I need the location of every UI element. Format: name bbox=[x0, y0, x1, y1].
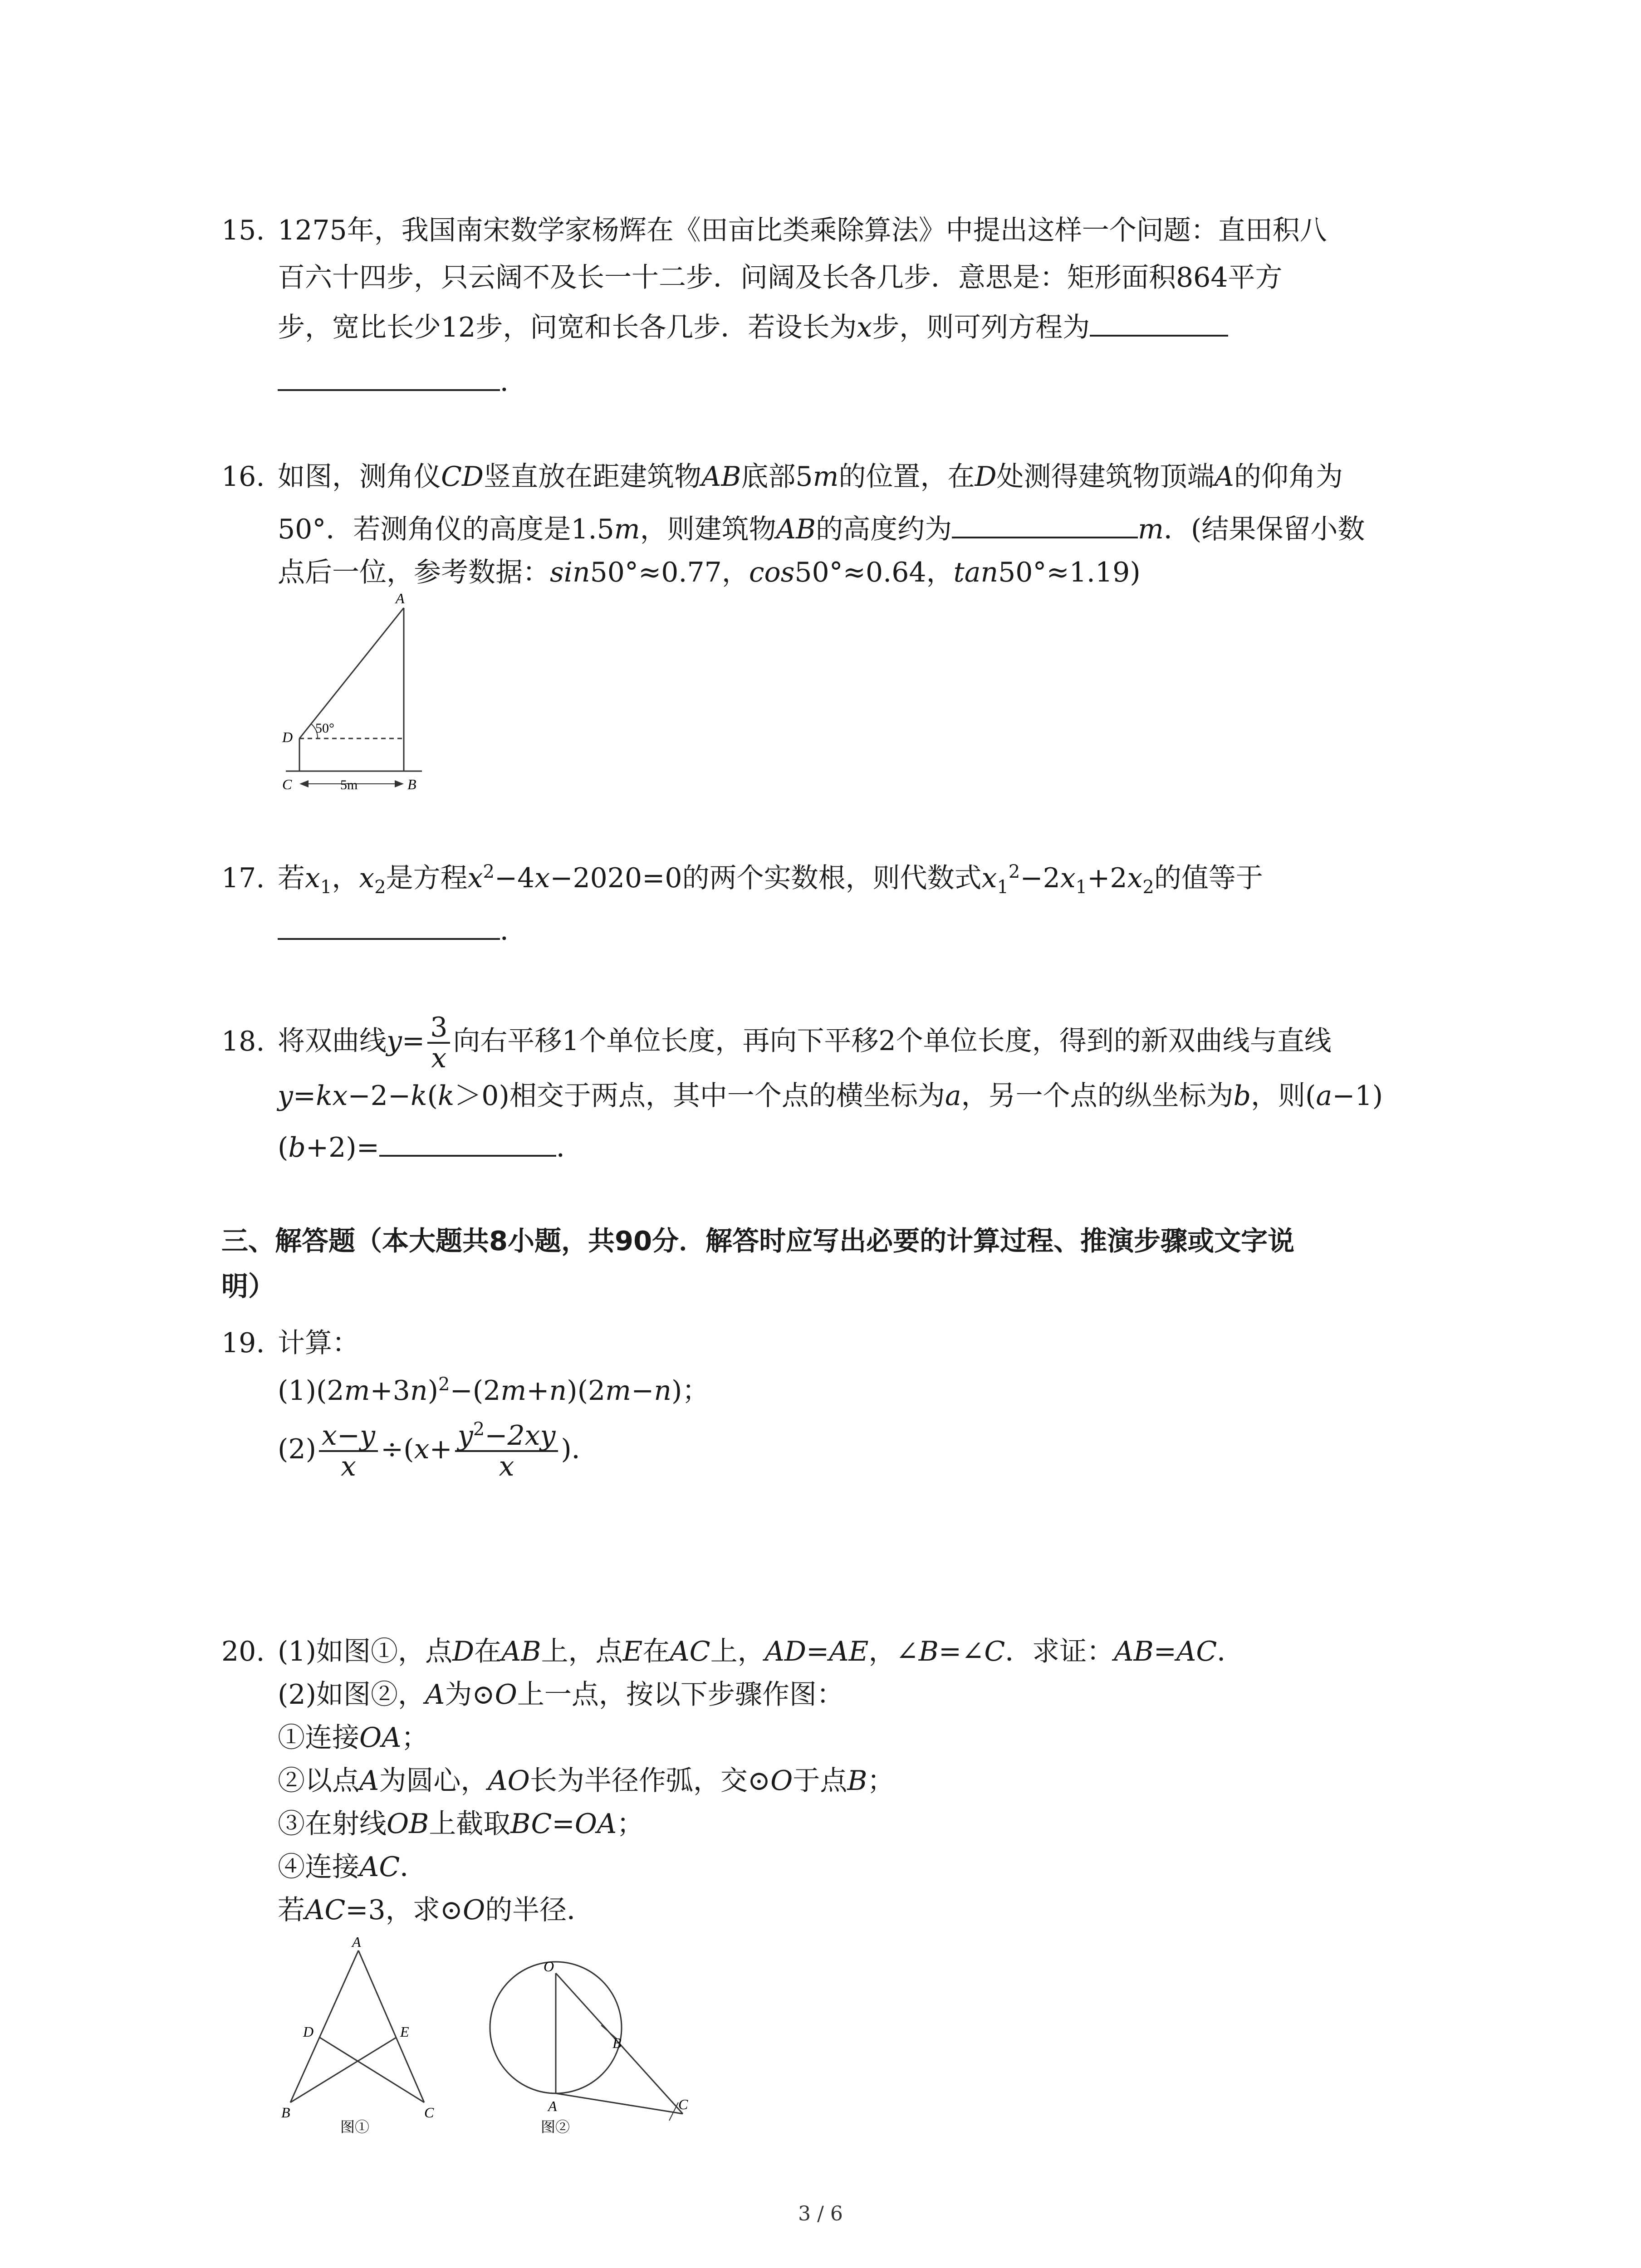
q19-fraction-2: $\frac{y^2-2xy}{x}$ bbox=[455, 1421, 558, 1481]
q18-line3: (b+2)= ． bbox=[278, 1129, 583, 1164]
q19-number: 19. bbox=[221, 1327, 265, 1359]
q17-line1: 若$x_1$，$x_2$是方程$x^2-4x-2020=0$的两个实数根，则代数式$x_1^2-2x_1+2x_2$的值等于 bbox=[278, 861, 1263, 898]
q20-fig1-caption: 图① bbox=[340, 2119, 370, 2135]
q20-fig1-label-d: D bbox=[303, 2024, 314, 2040]
q17-line2: ． bbox=[278, 912, 527, 947]
q15-line2: 百六十四步，只云阔不及长一十二步．问阔及长各几步．意思是：矩形面积864平方 bbox=[278, 262, 1283, 293]
q19-title: 计算： bbox=[278, 1327, 359, 1359]
q20-fig2-label-b: B bbox=[612, 2035, 622, 2051]
q16-fig-label-d: D bbox=[282, 729, 293, 745]
q20-figure-1 bbox=[268, 1937, 458, 2136]
q20-fig2-label-o: O bbox=[544, 1958, 554, 1975]
q15-answer-blank-2[interactable] bbox=[278, 363, 500, 391]
q20-line2: (2)如图②，A为⊙O上一点，按以下步骤作图： bbox=[278, 1679, 844, 1711]
q20-step1: ①连接OA； bbox=[278, 1722, 429, 1754]
q20-fig1-label-c: C bbox=[424, 2104, 434, 2121]
q16-fig-label-a: A bbox=[396, 590, 405, 606]
q20-fig1-label-a: A bbox=[352, 1937, 361, 1950]
q16-number: 16. bbox=[221, 461, 265, 493]
q18-answer-blank[interactable] bbox=[379, 1129, 556, 1157]
q16-line2: 50°．若测角仪的高度是1.5m，则建筑物AB的高度约为 m．(结果保留小数 bbox=[278, 510, 1365, 546]
section3-heading-cont: 明） bbox=[221, 1271, 275, 1302]
q18-line2: y=kx−2−k(k＞0)相交于两点，其中一个点的横坐标为a，另一个点的纵坐标为b，则(a−1) bbox=[278, 1080, 1383, 1112]
q17-answer-blank[interactable] bbox=[278, 912, 500, 940]
page-number: 3 / 6 bbox=[798, 2202, 843, 2225]
q20-fig1-label-b: B bbox=[281, 2104, 290, 2121]
q16-figure bbox=[272, 590, 463, 789]
q16-fig-label-c: C bbox=[282, 776, 292, 789]
q20-fig1-label-e: E bbox=[400, 2024, 409, 2040]
q18-fraction: $\frac{3}{x}$ bbox=[427, 1013, 450, 1073]
q16-line1: 如图，测角仪CD竖直放在距建筑物AB底部5m的位置，在D处测得建筑物顶端A的仰角为 bbox=[278, 461, 1343, 493]
q20-number: 20. bbox=[221, 1636, 265, 1667]
q16-fig-label-dist: 5m bbox=[340, 777, 358, 789]
q19-fraction-1: $\frac{x-y}{x}$ bbox=[319, 1421, 378, 1481]
q20-line1: (1)如图①，点D在AB上，点E在AC上，AD=AE，∠B=∠C．求证：AB=AC． bbox=[278, 1636, 1244, 1667]
q16-fig-label-b: B bbox=[407, 776, 416, 789]
q16-answer-blank[interactable] bbox=[952, 510, 1138, 538]
q20-question: 若AC=3，求⊙O的半径． bbox=[278, 1894, 594, 1926]
q20-step2: ②以点A为圆心，AO长为半径作弧，交⊙O于点B； bbox=[278, 1765, 895, 1797]
q19-part2: (2) $\frac{x-y}{x}$ ÷(x+ $\frac{y^2-2xy}{x}$ )． bbox=[278, 1419, 599, 1483]
q20-fig2-label-a: A bbox=[548, 2098, 557, 2114]
q15-answer-blank-1[interactable] bbox=[1090, 308, 1228, 337]
q18-line1: 将双曲线y= $\frac{3}{x}$ 向右平移1个单位长度，再向下平移2个单位长度，得到的新双曲线与直线 bbox=[278, 1012, 1332, 1075]
q15-number: 15. bbox=[221, 215, 265, 246]
q16-fig-label-angle: 50° bbox=[315, 721, 334, 736]
q17-number: 17. bbox=[221, 862, 265, 894]
section3-heading: 三、解答题（本大题共8小题，共90分．解答时应写出必要的计算过程、推演步骤或文字说 bbox=[221, 1225, 1295, 1256]
q15-line4: ． bbox=[278, 363, 527, 398]
q20-step3: ③在射线OB上截取BC=OA； bbox=[278, 1808, 644, 1840]
q15-line3: 步，宽比长少12步，问宽和长各几步．若设长为x步，则可列方程为 bbox=[278, 308, 1228, 344]
q20-fig2-caption: 图② bbox=[541, 2119, 570, 2135]
q16-line3: 点后一位，参考数据：sin50°≈0.77，cos50°≈0.64，tan50°≈1.19) bbox=[278, 557, 1141, 588]
q19-part1: $(1)(2m+3n)^2-(2m+n)(2m-n)$； bbox=[278, 1374, 710, 1407]
q20-fig2-label-c: C bbox=[678, 2096, 688, 2112]
q18-number: 18. bbox=[221, 1026, 265, 1057]
q15-line1: 1275年，我国南宋数学家杨辉在《田亩比类乘除算法》中提出这样一个问题：直田积八 bbox=[278, 215, 1327, 246]
q20-step4: ④连接AC． bbox=[278, 1851, 427, 1883]
q20-figure-2 bbox=[476, 1937, 712, 2136]
